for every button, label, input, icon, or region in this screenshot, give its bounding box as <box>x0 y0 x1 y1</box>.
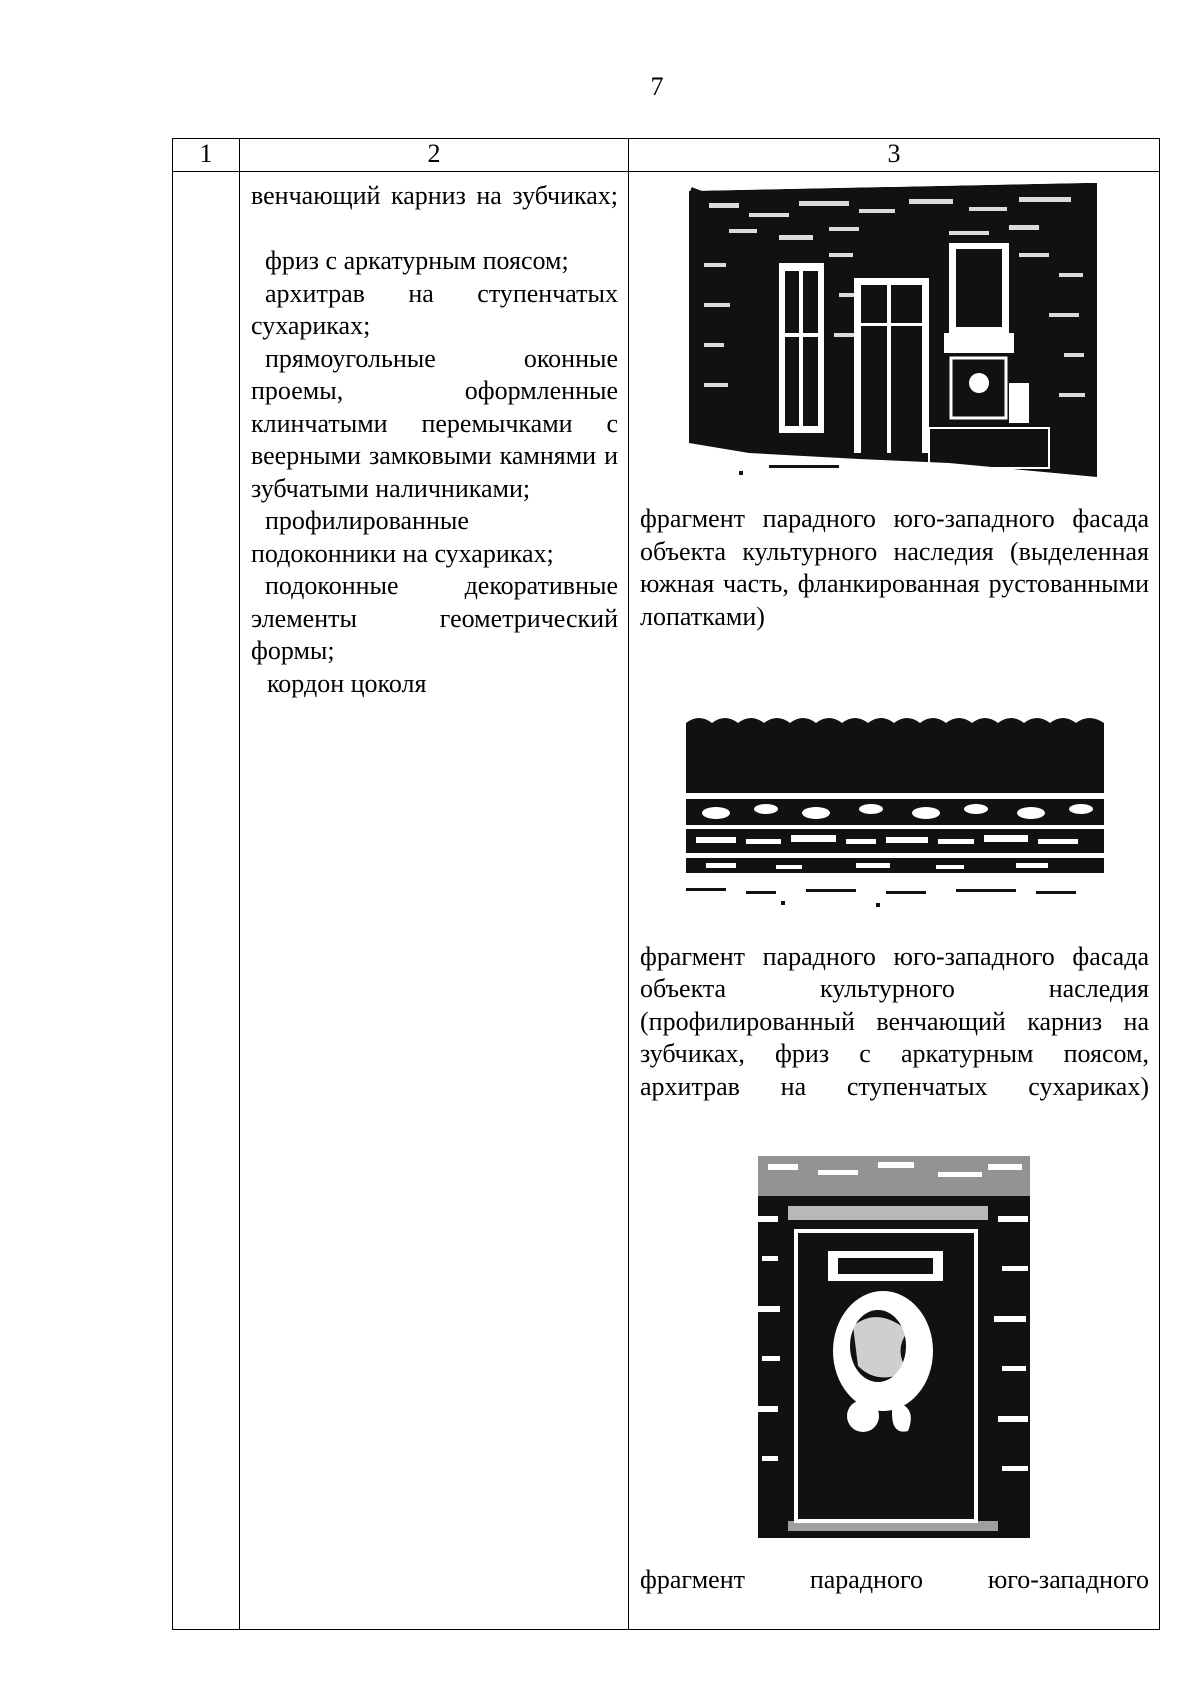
list-item: подоконные декоративные элементы геометрический формы; <box>251 571 618 665</box>
list-item: архитрав на ступенчатых сухариках; <box>251 278 618 340</box>
architectural-elements-cell <box>240 172 629 1630</box>
list-item: венчающий карниз на зубчиках; <box>251 181 618 210</box>
list-item: фриз с аркатурным поясом; <box>265 246 569 275</box>
header-col-1: 1 <box>173 139 240 172</box>
building-facade-photo <box>689 183 1097 477</box>
window-detail-photo <box>758 1156 1030 1538</box>
figure-caption: фрагмент парадного юго-западного <box>640 1564 1149 1594</box>
list-item: прямоугольные оконные проемы, оформленные клинчатыми перемычками с веерными замковыми камнями и зубчатыми наличниками; <box>251 343 618 503</box>
header-col-2: 2 <box>240 139 629 172</box>
heritage-elements-table <box>172 138 1160 1630</box>
cornice-detail-photo <box>686 713 1104 913</box>
list-item: профилированные подоконники на сухариках; <box>251 506 554 568</box>
table-header-row <box>173 139 1160 172</box>
header-col-3: 3 <box>629 139 1160 172</box>
figure-caption: фрагмент парадного юго-западного фасада объекта культурного наследия (профилированный венчающий карниз на зубчиках, фриз с аркатурным поясом, архитрав на ступенчатых сухариках) <box>640 941 1149 1101</box>
photos-cell <box>629 172 1160 1630</box>
row-number-cell <box>173 172 240 1630</box>
figure-caption: фрагмент парадного юго-западного фасада объекта культурного наследия (выделенная южная часть, фланкированная рустованными лопатками) <box>640 504 1149 631</box>
page-number: 7 <box>650 72 664 101</box>
table-row <box>173 172 1160 1630</box>
list-item: кордон цоколя <box>267 668 427 698</box>
